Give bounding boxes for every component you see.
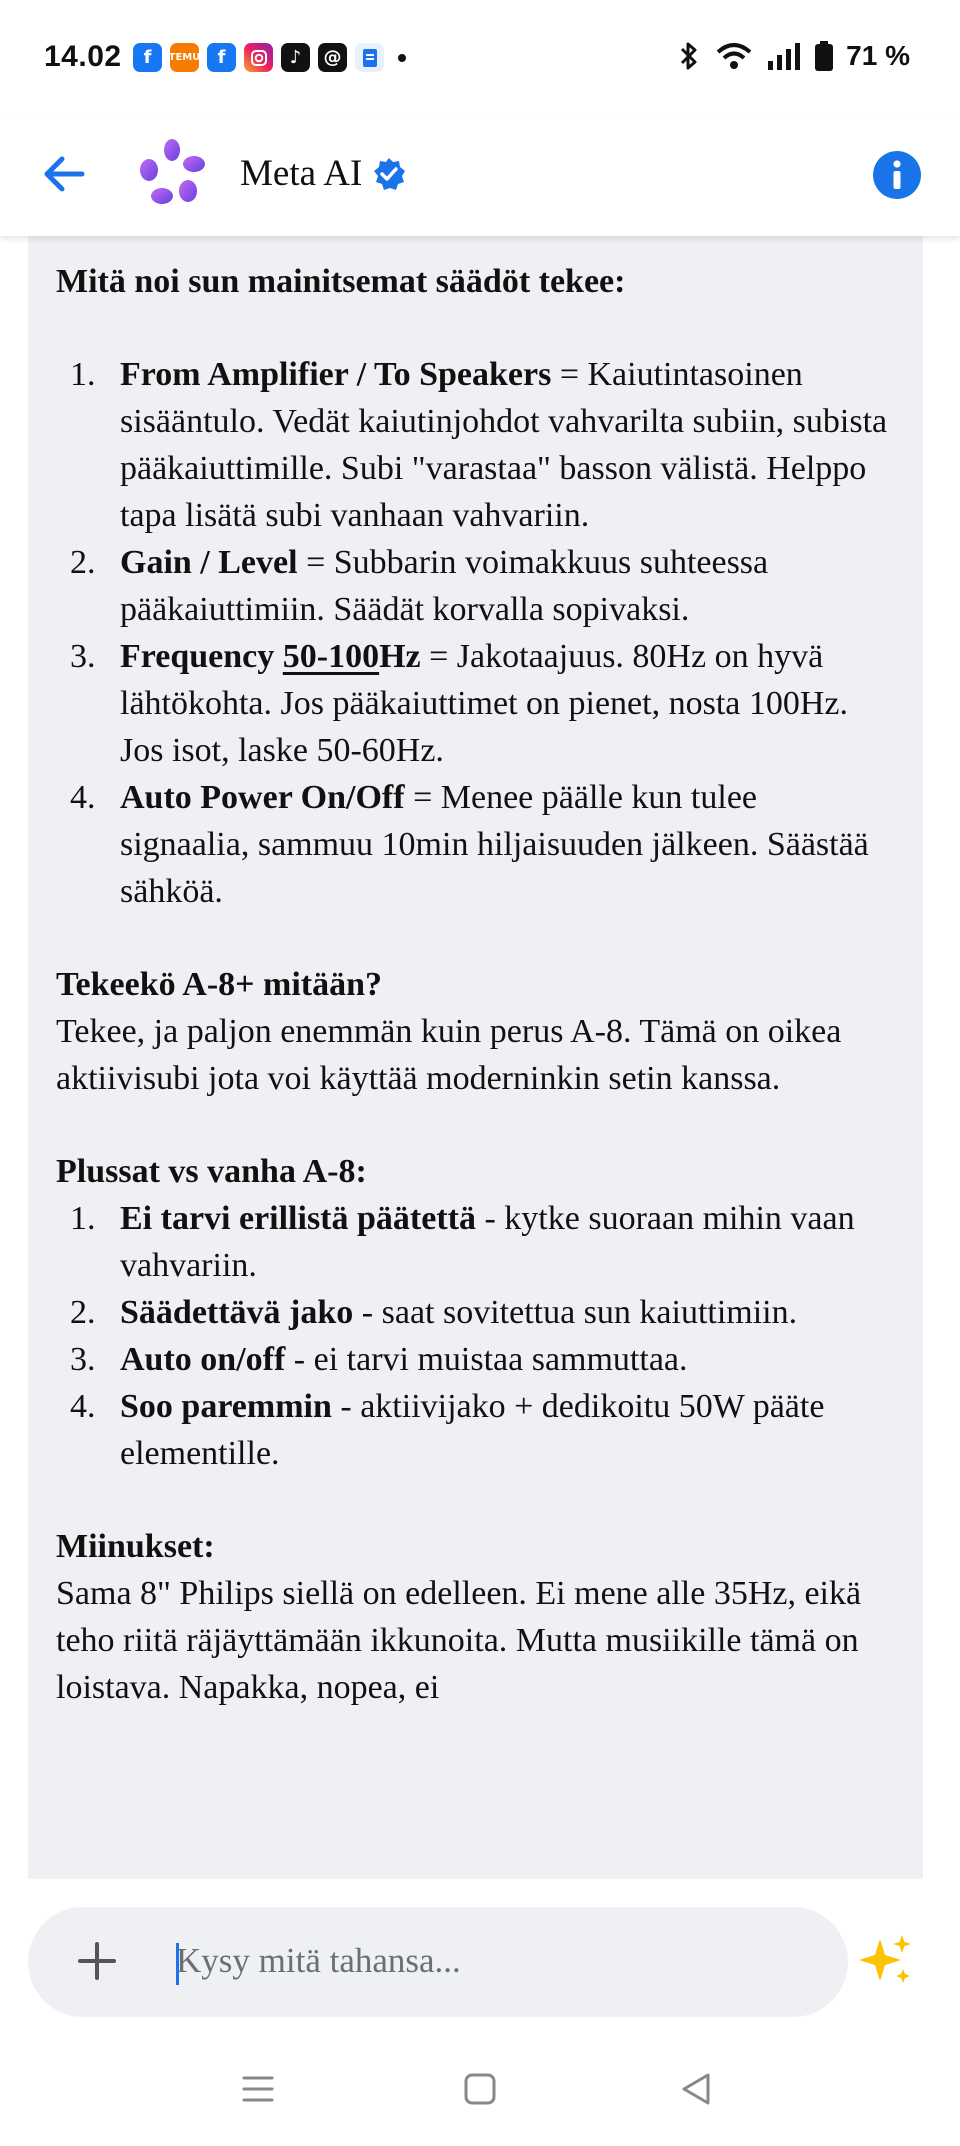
system-nav-bar xyxy=(0,2029,960,2146)
back-nav-icon[interactable] xyxy=(676,2069,716,2109)
notification-icons xyxy=(133,43,406,72)
plus-icon[interactable] xyxy=(68,1932,126,1990)
heading-settings: Mitä noi sun mainitsemat säädöt tekee: xyxy=(56,263,626,300)
list-item: 4. Soo paremmin - aktiivijako + dedikoitu 50W pääte elementille. xyxy=(70,1388,825,1472)
status-bar xyxy=(0,0,960,118)
battery-icon xyxy=(814,40,834,72)
list-item: 1. Ei tarvi erillistä päätettä - kytke suoraan mihin vaan vahvariin. xyxy=(70,1200,855,1284)
list-item: 3. Frequency 50-100Hz = Jakotaajuus. 80Hz on hyvä lähtökohta. Jos pääkaiuttimet on pienet, nosta 100Hz. Jos isot, laske 50-60Hz. xyxy=(70,638,849,769)
signal-icon xyxy=(766,41,802,71)
list-item: 2. Gain / Level = Subbarin voimakkuus suhteessa pääkaiuttimiin. Säädät korvalla sopivaksi. xyxy=(70,544,769,628)
verified-badge-icon xyxy=(372,157,406,191)
home-icon[interactable] xyxy=(460,2069,500,2109)
chat-header xyxy=(0,118,960,236)
status-time: 14.02 xyxy=(44,40,122,73)
list-item: 4. Auto Power On/Off = Menee päälle kun tulee signaalia, sammuu 10min hiljaisuuden jälkeen. Säästää sähköä. xyxy=(70,779,869,910)
settings-list xyxy=(56,351,893,915)
chat-title-text: Meta AI xyxy=(240,153,363,194)
note-icon xyxy=(355,43,384,72)
recent-apps-icon[interactable] xyxy=(238,2069,278,2109)
temu-icon: TEMU xyxy=(170,43,199,72)
ai-message-bubble xyxy=(28,236,923,1879)
system-icons xyxy=(676,40,910,72)
ai-message-text xyxy=(28,236,923,1711)
composer xyxy=(0,1879,960,2029)
bluetooth-icon xyxy=(676,40,702,72)
info-icon[interactable] xyxy=(872,150,922,200)
facebook-icon: f xyxy=(207,43,236,72)
pros-list xyxy=(56,1195,893,1477)
threads-icon: @ xyxy=(318,43,347,72)
paragraph: Tekee, ja paljon enemmän kuin perus A-8. Tämä on oikea aktiivisubi jota voi käyttää moderninkin setin kanssa. xyxy=(56,1013,842,1097)
list-item: 3. Auto on/off - ei tarvi muistaa sammuttaa. xyxy=(70,1341,688,1378)
more-notifications-dot xyxy=(398,54,406,62)
sparkle-icon[interactable] xyxy=(856,1931,914,1989)
meta-ai-avatar[interactable] xyxy=(134,136,210,212)
input-placeholder: Kysy mitä tahansa... xyxy=(176,1941,461,1980)
message-input[interactable] xyxy=(28,1907,848,2017)
back-arrow-icon[interactable] xyxy=(38,148,90,200)
chat-title[interactable] xyxy=(240,152,406,195)
facebook-icon: f xyxy=(133,43,162,72)
heading-a8plus: Tekeekö A-8+ mitään? xyxy=(56,966,383,1003)
list-item: 2. Säädettävä jako - saat sovitettua sun kaiuttimiin. xyxy=(70,1294,798,1331)
list-item: 1. From Amplifier / To Speakers = Kaiutintasoinen sisääntulo. Vedät kaiutinjohdot vahvarilta subiin, subista pääkaiuttimille. Subi "varastaa" basson välistä. Helppo tapa lisätä subi vanhaan vahvariin. xyxy=(70,356,888,534)
heading-cons: Miinukset: xyxy=(56,1528,215,1565)
instagram-icon xyxy=(244,43,273,72)
paragraph: Sama 8" Philips siellä on edelleen. Ei mene alle 35Hz, eikä teho riitä räjäyttämään ikkunoita. Mutta musiikille tämä on loistava. Napakka, nopea, ei xyxy=(56,1575,862,1706)
chat-area[interactable] xyxy=(0,236,960,1879)
heading-pros: Plussat vs vanha A-8: xyxy=(56,1153,367,1190)
battery-level: 71 % xyxy=(846,40,910,71)
tiktok-icon: ♪ xyxy=(281,43,310,72)
wifi-icon xyxy=(714,40,754,72)
